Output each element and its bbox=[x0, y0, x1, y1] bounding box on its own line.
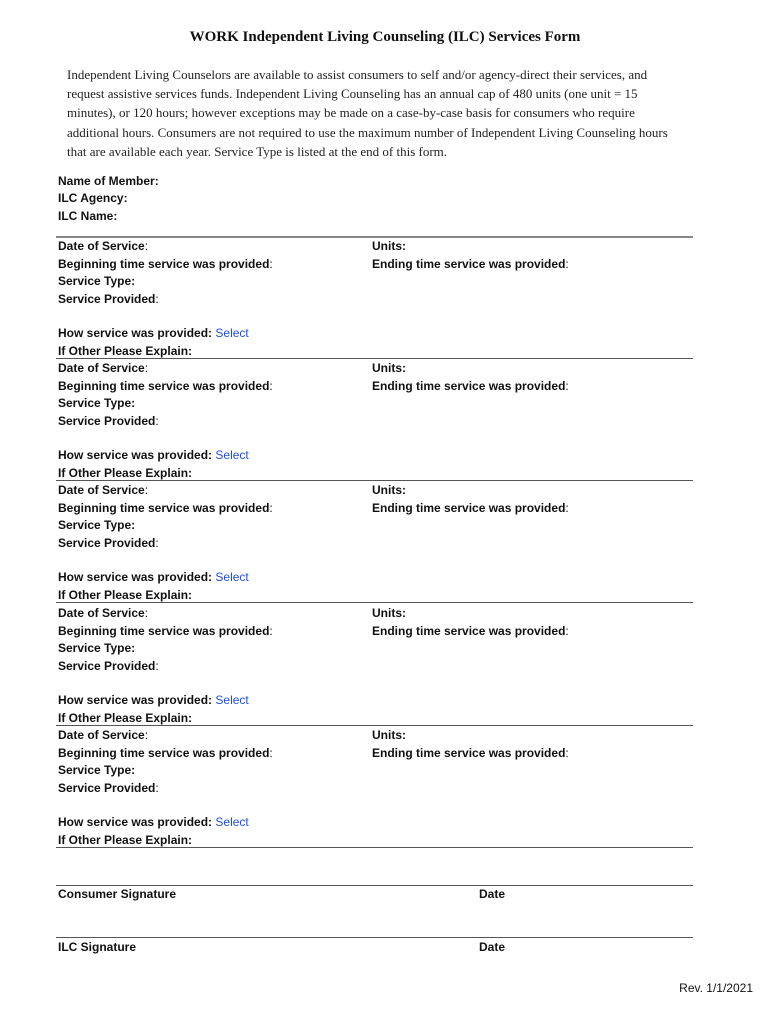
service-provided-label: Service Provided: bbox=[58, 536, 159, 551]
date-of-service-field[interactable] bbox=[150, 361, 350, 377]
ending-time-label: Ending time service was provided: bbox=[372, 379, 569, 394]
beginning-time-label: Beginning time service was provided: bbox=[58, 745, 273, 760]
other-explain-label: If Other Please Explain: bbox=[58, 344, 193, 358]
units-label: Units: bbox=[372, 605, 406, 620]
units-label: Units: bbox=[372, 239, 406, 253]
how-provided-label: How service was provided: Select bbox=[58, 814, 249, 829]
service-type-field[interactable] bbox=[136, 396, 356, 412]
beginning-time-field[interactable] bbox=[274, 624, 354, 640]
service-provided-label: Service Provided: bbox=[58, 658, 159, 673]
units-field[interactable] bbox=[408, 606, 608, 622]
name-of-member-field[interactable] bbox=[170, 174, 670, 190]
service-type-field[interactable] bbox=[136, 641, 356, 657]
form-title: WORK Independent Living Counseling (ILC) Services Form bbox=[189, 29, 581, 45]
date-of-service-label: Date of Service: bbox=[58, 239, 149, 253]
units-field[interactable] bbox=[408, 483, 608, 499]
consumer-date-label: Date bbox=[479, 887, 506, 901]
entry-divider bbox=[56, 725, 693, 726]
ending-time-field[interactable] bbox=[570, 624, 670, 640]
units-label: Units: bbox=[372, 483, 406, 498]
service-provided-field[interactable] bbox=[158, 292, 678, 308]
service-type-label: Service Type: bbox=[58, 762, 136, 777]
intro-line: Independent Living Counselors are available to assist consumers to self and/or agency-direct their services, and bbox=[67, 67, 648, 82]
ilc-signature-line bbox=[56, 937, 693, 938]
beginning-time-label: Beginning time service was provided: bbox=[58, 623, 273, 638]
ilc-agency-field[interactable] bbox=[130, 191, 670, 207]
service-type-field[interactable] bbox=[136, 518, 356, 534]
beginning-time-label: Beginning time service was provided: bbox=[58, 501, 273, 516]
ilc-agency-label: ILC Agency: bbox=[58, 191, 128, 205]
consumer-date-field[interactable] bbox=[479, 866, 679, 882]
date-of-service-label: Date of Service: bbox=[58, 361, 149, 376]
entry-divider bbox=[56, 847, 693, 848]
other-explain-label: If Other Please Explain: bbox=[58, 710, 193, 725]
how-provided-label: How service was provided: Select bbox=[58, 692, 249, 707]
how-provided-label: How service was provided: Select bbox=[58, 570, 249, 585]
service-type-field[interactable] bbox=[136, 763, 356, 779]
section-divider bbox=[56, 236, 693, 238]
other-explain-label: If Other Please Explain: bbox=[58, 466, 193, 481]
service-provided-label: Service Provided: bbox=[58, 292, 159, 306]
beginning-time-field[interactable] bbox=[274, 501, 354, 517]
ending-time-field[interactable] bbox=[570, 501, 670, 517]
beginning-time-field[interactable] bbox=[274, 379, 354, 395]
date-of-service-field[interactable] bbox=[150, 606, 350, 622]
intro-paragraph bbox=[67, 65, 717, 161]
beginning-time-label: Beginning time service was provided: bbox=[58, 257, 273, 271]
date-of-service-field[interactable] bbox=[150, 483, 350, 499]
intro-line: additional hours. Consumers are not required to use the maximum number of Independent Living Counseling hours bbox=[67, 124, 668, 140]
how-provided-select[interactable]: Select bbox=[215, 692, 249, 707]
service-type-label: Service Type: bbox=[58, 274, 136, 288]
units-field[interactable] bbox=[408, 239, 608, 255]
ending-time-label: Ending time service was provided: bbox=[372, 745, 569, 760]
ilc-signature-label: ILC Signature bbox=[58, 940, 137, 954]
ilc-name-label: ILC Name: bbox=[58, 209, 118, 223]
date-of-service-field[interactable] bbox=[150, 239, 350, 255]
service-provided-field[interactable] bbox=[158, 781, 678, 797]
service-provided-field[interactable] bbox=[158, 659, 678, 675]
beginning-time-field[interactable] bbox=[274, 257, 354, 273]
revision-label: Rev. 1/1/2021 bbox=[679, 981, 753, 995]
date-of-service-label: Date of Service: bbox=[58, 727, 149, 742]
ilc-name-field[interactable] bbox=[122, 209, 670, 225]
service-type-label: Service Type: bbox=[58, 396, 136, 411]
beginning-time-field[interactable] bbox=[274, 746, 354, 762]
entry-divider bbox=[56, 358, 693, 359]
ilc-date-field[interactable] bbox=[479, 918, 679, 934]
how-provided-label: How service was provided: Select bbox=[58, 326, 249, 340]
entry-divider bbox=[56, 602, 693, 603]
consumer-signature-field[interactable] bbox=[58, 866, 458, 882]
intro-line: that are available each year. Service Type is listed at the end of this form. bbox=[67, 143, 448, 159]
service-provided-label: Service Provided: bbox=[58, 414, 159, 429]
entry-divider bbox=[56, 480, 693, 481]
other-explain-label: If Other Please Explain: bbox=[58, 588, 193, 603]
units-field[interactable] bbox=[408, 728, 608, 744]
ending-time-label: Ending time service was provided: bbox=[372, 501, 569, 516]
service-type-label: Service Type: bbox=[58, 640, 136, 655]
units-field[interactable] bbox=[408, 361, 608, 377]
units-label: Units: bbox=[372, 727, 406, 742]
date-of-service-label: Date of Service: bbox=[58, 605, 149, 620]
ending-time-label: Ending time service was provided: bbox=[372, 623, 569, 638]
ilc-signature-field[interactable] bbox=[58, 918, 458, 934]
service-provided-field[interactable] bbox=[158, 414, 678, 430]
units-label: Units: bbox=[372, 361, 406, 376]
date-of-service-field[interactable] bbox=[150, 728, 350, 744]
ending-time-label: Ending time service was provided: bbox=[372, 257, 569, 271]
how-provided-label: How service was provided: Select bbox=[58, 448, 249, 463]
name-of-member-label: Name of Member: bbox=[58, 174, 159, 188]
service-type-field[interactable] bbox=[136, 274, 356, 290]
service-provided-label: Service Provided: bbox=[58, 780, 159, 795]
service-type-label: Service Type: bbox=[58, 518, 136, 533]
service-provided-field[interactable] bbox=[158, 536, 678, 552]
ilc-date-label: Date bbox=[479, 940, 506, 954]
how-provided-select[interactable]: Select bbox=[215, 326, 249, 340]
consumer-signature-label: Consumer Signature bbox=[58, 887, 177, 901]
other-explain-label: If Other Please Explain: bbox=[58, 832, 193, 847]
how-provided-select[interactable]: Select bbox=[215, 570, 249, 585]
consumer-signature-line bbox=[56, 885, 693, 886]
how-provided-select[interactable]: Select bbox=[215, 814, 249, 829]
ending-time-field[interactable] bbox=[570, 257, 670, 273]
intro-line: minutes), or 120 hours; however exceptions may be made on a case-by-case basis for consumers who require bbox=[67, 105, 635, 121]
how-provided-select[interactable]: Select bbox=[215, 448, 249, 463]
ending-time-field[interactable] bbox=[570, 746, 670, 762]
ending-time-field[interactable] bbox=[570, 379, 670, 395]
intro-line: request assistive services funds. Independent Living Counseling has an annual cap of 480 units (one unit = 15 bbox=[67, 86, 638, 102]
beginning-time-label: Beginning time service was provided: bbox=[58, 379, 273, 394]
date-of-service-label: Date of Service: bbox=[58, 483, 149, 498]
